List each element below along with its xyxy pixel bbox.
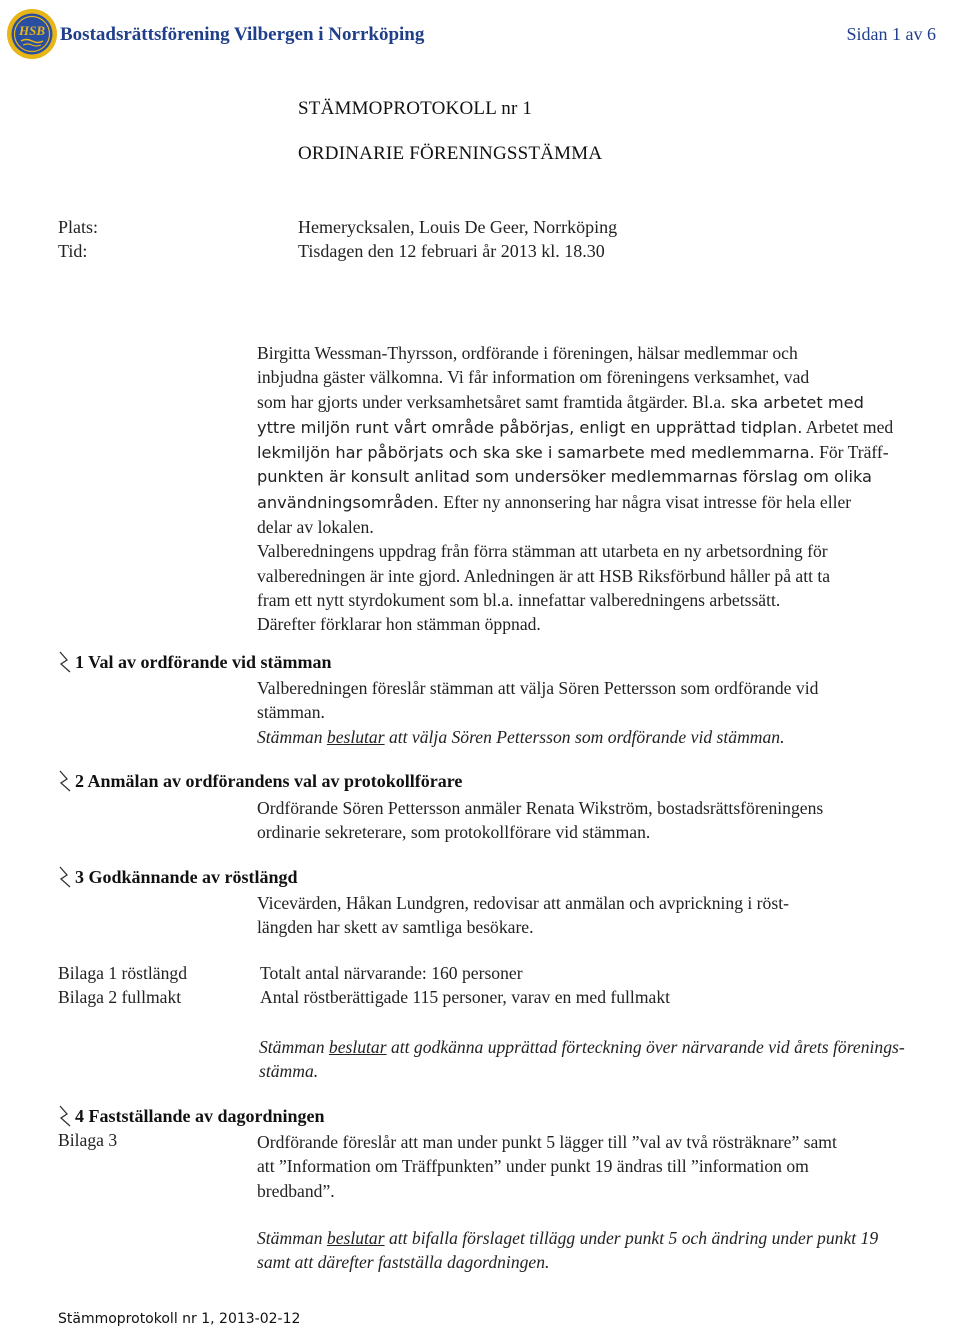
bilaga-1-value: Totalt antal närvarande: 160 personer xyxy=(260,963,523,983)
section-1-body: Valberedningen föreslår stämman att välja Sören Pettersson som ordförande vid stämman. Stämman beslutar att välja Sören Pettersson som ordförande vid stämman. xyxy=(257,676,947,749)
intro-line: punkten är konsult anlitad som undersöker medlemmarnas förslag om olika xyxy=(257,467,872,487)
hsb-logo-icon xyxy=(6,8,58,60)
section-3-body: Vicevärden, Håkan Lundgren, redovisar att anmälan och avprickning i röst- längden har skett av samtliga besökare. xyxy=(257,893,789,938)
section-4-body: Ordförande föreslår att man under punkt 5 lägger till ”val av två rösträknare” samt att ”Information om Träffpunkten” under punkt 19 ändras till ”information om bredband”. xyxy=(257,1132,837,1201)
bilaga-1-label: Bilaga 1 röstlängd xyxy=(58,963,187,983)
section-1-heading: 1 Val av ordförande vid stämman xyxy=(58,651,332,673)
intro-line: lekmiljön har påbörjats och ska ske i samarbete med medlemmarna. För Träff- xyxy=(257,442,889,463)
section-4-heading: 4 Fastställande av dagordningen xyxy=(58,1105,325,1127)
intro-line: fram ett nytt styrdokument som bl.a. innefattar valberedningens arbetssätt. xyxy=(257,589,781,610)
intro-line: Därefter förklarar hon stämman öppnad. xyxy=(257,614,541,635)
section-sign-icon xyxy=(58,770,72,792)
intro-line: Birgitta Wessman-Thyrsson, ordförande i föreningen, hälsar medlemmar och xyxy=(257,343,798,363)
intro-line: som har gjorts under verksamhetsåret samt framtida åtgärder. Bl.a. ska arbetet med xyxy=(257,391,864,412)
intro-line: användningsområden. Efter ny annonsering har några visat intresse för hela eller xyxy=(257,491,852,512)
section-4-decision: Stämman beslutar att bifalla förslaget tillägg under punkt 5 och ändring under punkt 19 samt att därefter fastställa dagordningen. xyxy=(257,1228,879,1273)
bilaga-3-label: Bilaga 3 xyxy=(58,1130,118,1150)
intro-line: yttre miljön runt vårt område påbörjas, enligt en upprättad tidplan. Arbetet med xyxy=(257,416,894,437)
intro-line: valberedningen är inte gjord. Anledningen är att HSB Riksförbund håller på att ta xyxy=(257,565,831,586)
intro-line: delar av lokalen. xyxy=(257,517,374,538)
time-value: Tisdagen den 12 februari år 2013 kl. 18.30 xyxy=(298,241,605,261)
bilaga-2-value: Antal röstberättigade 115 personer, varav en med fullmakt xyxy=(260,987,670,1007)
place-label: Plats: xyxy=(58,217,99,237)
section-sign-icon xyxy=(58,651,72,673)
document-title: STÄMMOPROTOKOLL nr 1 xyxy=(298,98,533,119)
decision-text: Stämman beslutar att välja Sören Pettersson som ordförande vid stämman. xyxy=(257,726,785,747)
organization-name: Bostadsrättsförening Vilbergen i Norrköping xyxy=(60,24,425,45)
time-label: Tid: xyxy=(58,241,88,261)
section-3-heading: 3 Godkännande av röstlängd xyxy=(58,866,298,888)
section-3-decision: Stämman beslutar att godkänna upprättad förteckning över närvarande vid årets förenings- stämma. xyxy=(259,1037,905,1082)
section-sign-icon xyxy=(58,866,72,888)
bilaga-2-label: Bilaga 2 fullmakt xyxy=(58,987,182,1007)
section-sign-icon xyxy=(58,1105,72,1127)
intro-paragraph xyxy=(257,341,947,637)
section-2-body: Ordförande Sören Pettersson anmäler Renata Wikström, bostadsrättsföreningens ordinarie sekreterare, som protokollförare vid stämman. xyxy=(257,798,824,843)
footer-text: Stämmoprotokoll nr 1, 2013-02-12 xyxy=(58,1311,301,1327)
intro-line: Valberedningens uppdrag från förra stämman att utarbeta en ny arbetsordning för xyxy=(257,541,828,562)
place-value: Hemerycksalen, Louis De Geer, Norrköping xyxy=(298,217,618,237)
document-subtitle: ORDINARIE FÖRENINGSSTÄMMA xyxy=(298,143,603,164)
section-2-heading: 2 Anmälan av ordförandens val av protokollförare xyxy=(58,770,462,792)
svg-text:HSB: HSB xyxy=(18,23,46,38)
intro-line: inbjudna gäster välkomna. Vi får information om föreningens verksamhet, vad xyxy=(257,367,810,388)
page-indicator: Sidan 1 av 6 xyxy=(846,24,936,44)
